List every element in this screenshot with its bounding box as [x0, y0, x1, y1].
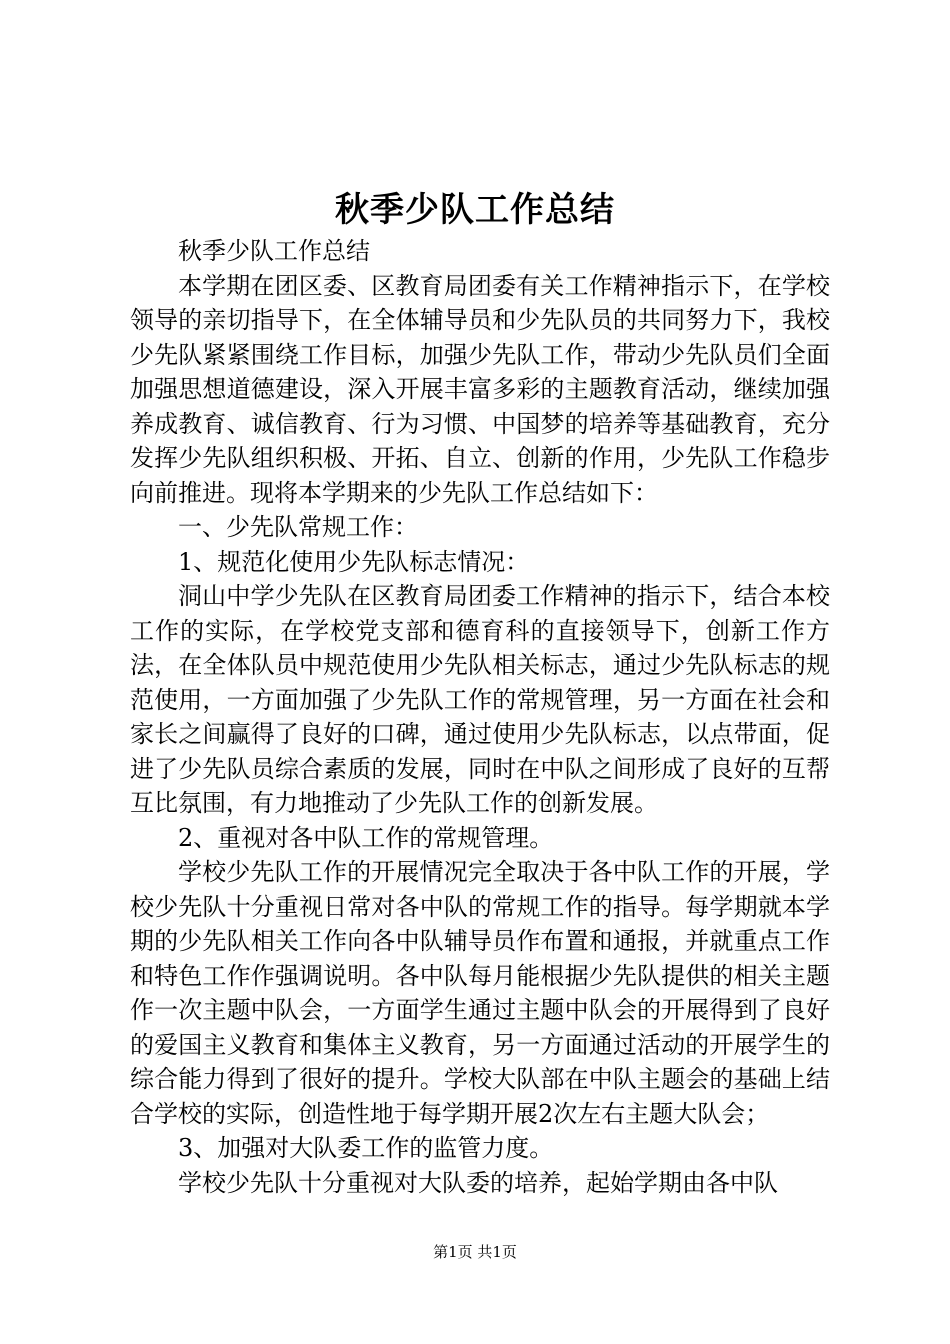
paragraph-subtitle: 秋季少队工作总结: [178, 237, 370, 265]
paragraph-committee: 学校少先队十分重视对大队委的培养，起始学期由各中队: [178, 1168, 778, 1197]
subheading-1: 1、规范化使用少先队标志情况：: [178, 547, 530, 576]
paragraph-squad-management: 学校少先队工作的开展情况完全取决于各中队工作的开展，学校少先队十分重视日常对各中队的常规工作的指导。每学期就本学期的少先队相关工作向各中队辅导员作布置和通报，并就重点工作和特色工作作强调说明。各中队每月能根据少先队提供的相关主题作一次主题中队会，一方面学生通过主题中队会的开展得到了良好的爱国主义教育和集体主义教育，另一方面通过活动的开展学生的综合能力得到了很好的提升。学校大队部在中队主题会的基础上结合学校的实际，创造性地于每学期开展2次左右主题大队会；: [130, 858, 830, 1128]
page-footer: 第1页 共1页: [433, 1243, 517, 1261]
subheading-2: 2、重视对各中队工作的常规管理。: [178, 823, 554, 852]
document-body: [130, 234, 830, 1200]
document-title: 秋季少队工作总结: [335, 190, 615, 230]
subheading-3: 3、加强对大队委工作的监管力度。: [178, 1134, 554, 1162]
section-heading-1: 一、少先队常规工作：: [178, 513, 418, 541]
paragraph-logo-usage: 洞山中学少先队在区教育局团委工作精神的指示下，结合本校工作的实际，在学校党支部和德育科的直接领导下，创新工作方法，在全体队员中规范使用少先队相关标志，通过少先队标志的规范使用，一方面加强了少先队工作的常规管理，另一方面在社会和家长之间赢得了良好的口碑，通过使用少先队标志，以点带面，促进了少先队员综合素质的发展，同时在中队之间形成了良好的互帮互比氛围，有力地推动了少先队工作的创新发展。: [130, 582, 830, 817]
paragraph-intro: 本学期在团区委、区教育局团委有关工作精神指示下，在学校领导的亲切指导下，在全体辅导员和少先队员的共同努力下，我校少先队紧紧围绕工作目标，加强少先队工作，带动少先队员们全面加强思想道德建设，深入开展丰富多彩的主题教育活动，继续加强养成教育、诚信教育、行为习惯、中国梦的培养等基础教育，充分发挥少先队组织积极、开拓、自立、创新的作用，少先队工作稳步向前推进。现将本学期来的少先队工作总结如下：: [130, 271, 830, 507]
